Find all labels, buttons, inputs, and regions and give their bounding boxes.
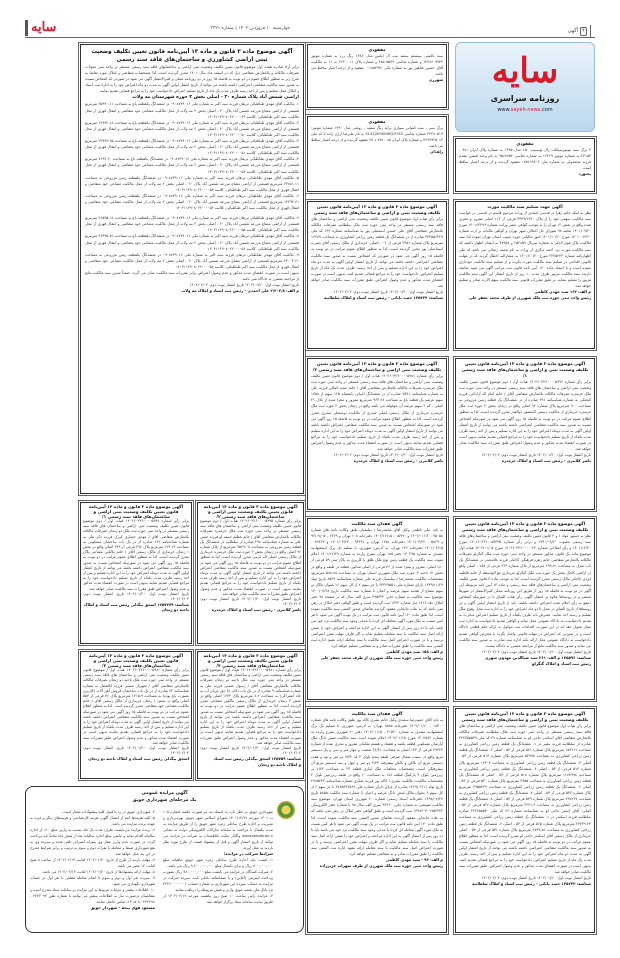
- auction-condition: ۱۰- اطلاعات بیشتر و جزئیات مربوط به این مزایده در سامانه ستاد مندرج است و متقاضیان درصورت نیاز به اطلاعات بیشتر می توانند با شماره تلفن ۴۴۴۲۰۹۲ - ۰۴۴۲۲۷۸ یا کد ۱۳، تماس حاصل نمایند.: [30, 888, 155, 904]
- ad-lost-motorcycle: [455, 138, 595, 192]
- logo-url: [456, 105, 594, 115]
- ad-signature: شناسه: ۱۴۵۵۹۶ م الف: ۲۶۱ سید ضیاالدین مهدوی شهری: [484, 654, 591, 660]
- ad-title: مفقودی: [368, 47, 386, 52]
- ad-footer: رئیس واحد ثبتی حوزه ثبت ملک شهرری از طرف سهراب عزیززاده: [319, 863, 443, 869]
- auction-condition: ۵- کلیه هزینه‌ها اعم از انتشار آگهی، هزینه کارشناسی و هزینه‌های دیگر و غیره به عهده برنده مزایده می باشد.: [30, 816, 155, 826]
- auction-condition: ۴- شهرداری حویق در رد یا قبول کلیه پیشنهادات مختار است.: [62, 810, 155, 814]
- logo-subtitle: روزنامه سراسری: [490, 94, 560, 103]
- logo-url-suffix: .com: [540, 107, 553, 113]
- ad-auction: [25, 786, 304, 933]
- ad-signature: شناسه: ۱۴۵۶۳۳ حمید بابائی - رئیس ثبت اسناد و املاک سلطانیه: [472, 881, 591, 887]
- ad-body: برابر رأی شماره ۱۴۰۲۶۰۳۲۶۰۰۰۰۵۹۹۵ هیات اول / دوم موضوع قانون تعیین تکلیف وضعیت ثبتی اراضی و ساختمان های فاقد سند رسمی مستقر در واحد ثبتی حوزه ثبت ملک خرمدره تصرفات مالکانه بلامعارض متقاضی آقای / خانم عظیم حنیفه لو فرزند حسن علی به شماره شناسنامه ۴۹۸ صادره از سلطانیه در ششدانگ یک قطعه زمین مزروعی به مساحت ۹۵۶۹.۰۸ مترمربع از پلاک شماره ۹۶ اصلی واقع در زنجان بخش ۲ حوزه ثبت ملک خرمدره خریداری از مالک رسمی اصلی اله کرمی محرز گردیده است. لذا به منظور اطلاع عموم مراتب در دو نوبت به فاصله ۱۵ روز آگهی می شود در صورتیکه اشخاص نسبت به صدور سند مالکیت متقاضی اعتراض داشته باشند می توانند از تاریخ انتشار اولین آگهی به مدت دوماه اعتراض خود را به این اداره تسلیم و پس از اخذ رسید ظرف مدت یکماه از تاریخ تسلیم دادخواست خود را به مراجع قضایی تقدیم نمایند بدیهی است در صورت انقضاء مدت مذکور و عدم وصول اعتراض طبق مقررات سند مالکیت صادر خواهد شد.: [200, 519, 301, 596]
- auction-left-column: [30, 809, 155, 911]
- ad-body: ۲ برگ سند موتورسیکلت زال توسبیپ ۱۵۰ مدل ۱۳۹۵ به شماره پلاک ایران ۹۸۱ - ۲۳۱۵۴ به شماره موتور ۱۲۳۶۹ به شماره شاسی ۹۵۶۷۷۵۴ به نام وحید فیضی مقدم فرزند محمدولی به شماره ملی ۰۷۵۱۱۹۸۰۳ مفقود گردیده و از درجه اعتبار ساقط است.: [459, 148, 591, 171]
- ad-item: ۸- مالکیت آقای مهدی طباطبائی تربقان فرزند سید اکبر به شماره ملی ۰۹۰۸۷۴۹۰۱۶ در ششدانگ یکقطعه باغ به مساحت ۲۶۴۹۵.۸۲ مترمربع قسمتی از اراضی مشاع مزرعه شمس آباد پلاک ۲۰ - اصلی بخش ۲ مه ولات از محل مالکیت مشاعی خود متقاضی و انتقال قهری از محل مالکیت سید اکبر طباطبائی. کلاسه ۱۴۰۳۱۱۴۹۰۸۰۲۲۰۰۰۰۵۶: [85, 234, 299, 251]
- ad-dates: تاریخ انتشار نوبت اول: ۱۴۰۲/۰۱/۲۰ تاریخ انتشار نوبت دوم: ۱۴۰۲/۰۲/۰۴: [83, 746, 189, 756]
- logo-wordmark: سایه: [491, 51, 559, 91]
- ad-title: آگهی فقدان سند مالکیت: [351, 711, 403, 716]
- ad-body: سند تاکسی سیستم سمند تیپ ال ایکس مدل ۱۳۸۶ رنگ زرد به شماره موتور ۱۲۴۸۶۰۹۹۴۴ و شماره شاسی ۳۸۵۰۵۵۴۳ و شماره پلاک ۱۱ - ۲۲۲ ت ۱۱ به مالکیت آقای حسین شاهین پور به شماره ملی ۰۰۱۸۵۳۹۲۱ مفقود و از درجه اعتبار ساقط می باشد.: [311, 54, 443, 77]
- ad-dates: تاریخ انتشار نوبت اول: ۱۴۰۲/۰۱/۲۰ تاریخ انتشار نوبت دوم: ۱۴۰۲/۰۲/۰۴: [83, 591, 189, 602]
- ad-body: برابر رأی شماره ۱۴۰۲۶۰۳۲۶۰۰۰۰۵۹۹۶ هیات اول / دوم موضوع قانون تعیین تکلیف وضعیت ثبتی اراضی و ساختمان های فاقد سند رسمی مستقر در واحد ثبتی حوزه ثبت ملک خرمدره تصرفات مالکانه بلامعارض متقاضی آقای / خانم امام اله آزادکنی فرزند گنجعلی به شماره شناسنامه ۴۹۱ صادره از در ششدانگ یک قطعه زمین مزروعی به مساحت ۹۰۰ مترمربع پلاک شماره ۹۶ اصلی واقع در زنجان بخش ۲ حوزه ثبت ملک خرمدره خریداری از مالکیت رسمی المنصور ذوالقدر محرز گردیده است. لذا به منظور اطلاع عموم مراتب در دو نوبت به فاصله ۱۵ روز آگهی می شود در صورتیکه اشخاص نسبت به صدور سند مالکیت متقاضی اعتراضی داشته باشند می توانند از تاریخ انتشار اولین آگهی به مدت دوماه اعتراض خود را به این اداره تسلیم و پس از اخذ رسید ظرف مدت یکماه از تاریخ تسلیم دادخواست خود را به مراجع قضایی تقدیم نمایند بدیهی است در صورت انقضاء مدت مذکور و عدم وصول اعتراض طبق مقررات سند مالکیت صادر خواهد شد.: [459, 380, 591, 452]
- ad-item: ۶- مالکیت آقای مهدی طباطبائی تربقان فرزند سید اکبر به شماره ملی ۰۹۰۸۷۴۹۰۱۶ در ششدانگ یکقطعه زمین مزروعی به مساحت ۱۲۲۹۴.۶۱ مترمربع قسمتی از اراضی مشاع مزرعه شمس آباد پلاک ۲۰ - اصلی بخش ۲ مه ولات از محل مالکیت مشاعی خود متقاضی و انتقال قهری از محل مالکیت سید اکبر طباطبائی. کلاسه ۱۴۰۳۱۱۴۹۰۸۰۲۲۰۰۰۰۵۴: [85, 193, 299, 211]
- ad-soltanieh-1: [307, 201, 447, 349]
- ad-dates: تاریخ انتشار نوبت اول: ۱۴۰۲/۰۱/۲۰ تاریخ انتشار نوبت دوم: ۱۴۰۲/۰۲/۰۴: [481, 649, 591, 654]
- ad-title: آگهی موضوع ماده ۳ قانون و ماده ۱۳ آیین‌نامه قانون تعیین تکلیف وضعیت ثبتی اراضی و ساختمان‌های فاقد سند رسمی ۲/: [312, 361, 442, 372]
- ad-signature: م الف: ۹۶ - سید مهدی کاظمی: [385, 857, 443, 863]
- ad-signature: م الف: ۱۶۲ سید مهدی کاظمی: [534, 289, 591, 295]
- auction-condition: ۲- شرکت کنندگان در مزایده می بایست مبلغ ۴۸۰,۰۰۰,۰۰۰ ریال بصورت پرداخت اینترنتی (آنلاین) و یا ضمانتنامه بانکی بابت سپرده شرکت در مزایده به حساب سپرده این شهرداری به شماره حساب ۴۲۴۶۰۰۰۰۰۰۰۱ نزد بانک ملی شعبه حویق واریز و فیش مربوطه را دریافت نمایند.: [163, 870, 273, 892]
- page-number: ۴: [580, 27, 587, 36]
- ad-body: برابر رأی شماره ۱۴۰۲۶۰۳۲۶۰۰۰۰۵۹۸۱ هیات اول / موضوع قانون تعیین تکلیف وضعیت ثبتی اراضی و ساختمان های فاقد سند رسمی مستقر در واحد ثبتی حوزه ثبت ملک ناحیه دو زنجان تصرفات مالکانه بلامعارض متقاضی آقای / رسول حسنی فرزند علی به شماره شناسنامه ۹ صادره از در یک باب دکان (با حق جریان آب به چاه اشتراکی) به مساحت ۸.۲ مترمربع پلاک ۱۶۴۳ اصلی واقع در بخش ۲ زنجان خریداری از مالک رسمی مالکین مشاعی محرز گردیده است. لذا به منظور اطلاع عموم مراتب در دو نوبت به فاصله ۱۵ روز آگهی می شود در صورتیکه اشخاص نسبت به صدور سند مالکیت متقاضی اعتراض داشته باشند می توانند از تاریخ انتشار اولین آگهی به مدت دوماه اعتراض خود را به این اداره تسلیم و پس از اخذ رسید ظرف مدت یکماه از تاریخ تسلیم دادخواست خود را به مراجع قضایی تقدیم نمایند بدیهی است در صورت انقضاء مدت مذکور و عدم وصول اعتراض طبق مقررات سند مالکیت صادر خواهد شد.: [200, 668, 302, 745]
- ad-lost-deed-2: [307, 708, 447, 933]
- auction-condition: ۷- مهلت بازدید از طرح از تاریخ ۱۴۰۲/۰۱/۲۰ لغایت ۱۴۰۲/۰۲/۱۳ از ساعت ۸ صبح لغایت ۱۲ عصر می باشد.: [30, 858, 156, 868]
- ad-dozanjan-3: [80, 651, 192, 779]
- logo-url-name: sayeh-news: [510, 107, 541, 113]
- ad-item: ۲- مالکیت آقای مهدی طباطبائی تربقان فرزند سید اکبر به شماره ملی ۰۹۰۸۷۴۹۰۱۶ در ششدانگ یکقطعه باغ به مساحت ۱۴۹۴۲.۱۸ مترمربع قسمتی از اراضی مشاع مزرعه شمس آباد پلاک ۲۰ - اصلی بخش ۲ مه ولات از محل مالکیت مشاعی خود متقاضی و انتقال قهری از محل مالکیت سید اکبر طباطبائی. کلاسه ۱۴۰۳۱۱۴۹۰۸۰۲۲۰۰۰۰۵۰: [85, 120, 299, 137]
- ad-signature: شناسه: ۱۴۵۷۴۷۹ اسحق بیگدلی رئیس ثبت اسناد و املاک ناحیه دو زنجان: [83, 602, 189, 613]
- ad-body: برابر رأی شماره ۱۴۰۲۶۰۳۲۶۰۰۰۰۵۹۸۰ هیات اول / موضوع قانون تعیین تکلیف وضعیت ثبتی اراضی و ساختمان های فاقد سند رسمی مستقر در واحد ثبتی حوزه ثبت ملک ناحیه دو زنجان تصرفات مالکانه بلامعارض متقاضی آقای / شهریار حسنی فرزند ابالفضل به شماره شناسنامه ۴۲ صادره از در یک باب ساختمان فروش آهن آلات (کاربری بصورت باغ بوده) به مساحت ۱۲۱۵.۹ مترمربع پلاک ۳۶ فرعی از ۵۵۳ اصلی واقع در بخش ۱ زنجان خریداری از مالک رسمی آقای / خانم مالکیت مشاعی خود متقاضی محرز گردیده است. لذا به منظور اطلاع عموم مراتب در دو نوبت به فاصله ۱۵ روز آگهی می شود در صورتیکه اشخاص نسبت به صدور سند مالکیت متقاضی اعتراض داشته باشند می توانند از تاریخ انتشار اولین آگهی به مدت دوماه اعتراض خود را به این اداره تسلیم و پس از اخذ رسید ظرف مدت یکماه از تاریخ تسلیم دادخواست خود را به مراجع قضایی تقدیم نمایند بدیهی است در صورت انقضاء مدت مذکور و عدم وصول اعتراض طبق مقررات سند مالکیت صادر خواهد شد.: [83, 668, 189, 745]
- ad-signature: شناسه: ۱۴۵۷۵۹ اسحق بیگدلی رئیس ثبت اسناد: [213, 756, 301, 762]
- ad-dates: تاریخ انتشار نوبت اول: ۱۴۰۲/۰۱/۲۰ تاریخ انتشار نوبت دوم: ۱۴۰۲/۰۲/۰۴: [481, 876, 591, 881]
- ad-dates: تاریخ انتشار نوبت اول: ۱۴۰۲/۰۱/۲۰ تاریخ انتشار نوبت دوم: ۱۴۰۲/۰۲/۰۴: [333, 453, 443, 458]
- ad-dates: تاریخ انتشار نوبت اول: ۱۴۰۲/۰۱/۲۰ تاریخ انتشار نوبت دوم: ۱۴۰۲/۰۲/۰۴: [481, 453, 591, 458]
- municipality-emblem-icon: [277, 801, 295, 819]
- ad-footer: رئیس واحد ثبتی حوزه ثبت ملک شهرری از طرف محمد جعفر علی: [320, 654, 443, 660]
- auction-condition: ۶- برنده مزایده می‌بایست ظرف مدت یک ماه نسبت به واریز مبلغ ۱۰٪ از اجاره سالیانه اقدام نماید و مابقی مبلغ اجاره سالیانه بعد از شش ماه تماماً باید پرداخت گردد. در صورت عدم واریز عمل وی بمنزله انصراف تلقی شده و سپرده وی به نفع شهرداری ضبط و معامله با نفرات دوم و سوم به ترتیب و برابر شرایط مندرج در این بند عمل خواهد شد.: [30, 828, 155, 856]
- ad-signature: ناصر کلانتری - رئیس ثبت اسناد و املاک خرمدره: [501, 458, 591, 464]
- ad-item: ۳- مالکیت آقای مهدی طباطبائی تربقان فرزند سید اکبر به شماره ملی ۰۹۰۸۷۴۹۰۱۶ در ششدانگ یکقطعه باغ به مساحت ۲۳۹۹۹.۶۵ مترمربع قسمتی از اراضی مشاع مزرعه شمس آباد پلاک ۲۰ - اصلی بخش ۲ مه ولات از محل مالکیت مشاعی خود متقاضی و انتقال قهری از محل مالکیت سید اکبر طباطبائی. کلاسه ۱۴۰۳۱۱۴۹۰۸۰۲۲۰۰۰۰۵۱: [85, 139, 299, 156]
- ad-item: ۹- مالکیت آقای مهدی طباطبائی تربقان فرزند سید اکبر به شماره ملی ۰۹۰۸۷۴۹۰۱۶ در ششدانگ یکقطعه زمین مزروعی به مساحت ۲۴۰۰۴.۶۱ مترمربع قسمتی از اراضی مشاع مزرعه شمس آباد پلاک ۲۰ - اصلی بخش ۲ مه ولات از محل مالکیت مشاعی خود متقاضی و انتقال قهری از محل مالکیت سید اکبر طباطبائی. کلاسه ۱۴۰۳۱۱۴۹۰۸۰۲۲۰۰۰۰۵۷: [85, 252, 299, 269]
- auction-condition: ۸- مهلت ارائه پیشنهادها از تاریخ ۱۴۰۲/۰۱/۲۰ لغایت ۱۴۰۲/۰۲/۱۴ می باشد.: [41, 870, 155, 874]
- issue-date: چهارشنبه ۱۰ فروردین ۱۴۰۲ | شماره ۳۳۲۱: [210, 26, 290, 31]
- ad-item: ۱- مالکیت آقای مهدی طباطبائی تربقان فرزند سید اکبر به شماره ملی ۰۹۰۸۷۴۹۰۱۶ در ششدانگ یکقطعه باغ به مساحت ۲۵۹۹۰.۱۱ مترمربع قسمتی از اراضی مشاع مزرعه شمس آباد پلاک ۲۰ - اصلی بخش ۲ مه ولات از محل مالکیت مشاعی خود متقاضی و انتقال قهری از محل مالکیت سید اکبر طباطبائی. کلاسه ۱۴۰۳۱۱۴۹۰۸۰۲۲۰۰۰۰۴۹: [85, 102, 299, 119]
- ad-title: مفقودی: [368, 119, 386, 124]
- ad-dates: تاریخ انتشار نوبت اول: ۱۴۰۲/۰۱/۲۰ تاریخ انتشار نوبت دوم: ۱۴۰۲/۰۲/۰۴: [200, 597, 301, 607]
- ad-body: نظر به دستور مواد ۱ و ۳ قانون تعیین تکلیف وضعیت ثبتی اراضی و ساختمان‌های فاقد سند رسمی مصوب ۱۳۹۰/۰۹/۲۰ و برابر رأی شماره ۱۴۰۱۶۰۳۲۶۰۰۵۹۳۳۵ مورخ ۱۴۰۱/۱۲/۲۰ و رأی اصلاحی شماره ۱۴۰۲۶۰۳۲۶۰۰۰۰۰۴۲ مورخ ۱۴۰۲/۰۱/۰۵ هیات اول موضوع ماده یک قانون مذکور مستقر در واحد ثبتی حوزه ثبت ملک گنگرلو تصرفات مالکانه بلامعارض متقاضی خانم زهره فرهنگی کاجکی فرزند غلامحیدر در ششدانگ یک باب منزل به مساحت ۲۹۹.۷۱ مترمربع از پلاک شماره ۲۴۲ فرعی از ۱۵۸ - اصلی واقع در اراضی کاجک بخش یک حوزه ثبت ملک گنگرلو خریداری مع الواسطه از خانم فاطمه ایزدی کاجکی مالک رسمی محرز گردیده است. لذا به موجب ماده ۳ قانون تعیین تکلیف وضعیت ثبتی اراضی و ساختمان‌های فاقد سند رسمی و ماده ۱۳ آیین نامه مربوطه این آگهی در دو نوبت به فاصله ۱۵ روز از طریق این روزنامه محلی کثیرالانتشار در شهرها منتشر و در روستاها علاوه بر انتشار آگهی، رأی هیات الصاق تا در صورتیکه اشخاص ذینفع به رأی اعلام شده اعتراض داشته باشند، باید از تاریخ انتشار اولین آگهی و در روستاها از تاریخ الصاق در محل تا دو ماه اعتراض خود را به اداره ثبت محل وقوع ملک تسلیم و رسید اخذ نمایند. معترض باید ظرف یکماه از تاریخ تسلیم اعتراض مبادرت به تقدیم دادخواست به دادگاه عمومی محل نماید و گواهی تقدیم دادخواست به اداره ثبت محل تحویل دهد که در این صورت، اقدامات ثبت موکول به ارائه حکم قطعی دادگاه است و در صورتی که اعتراض در مهلت قانونی واصل نگردد یا معترض گواهی تقدیم دادخواست به دادگاه عمومی محل ارائه نکند اداره ثبت مبادرت به صدور سند مالکیت می نماید و صدور سند مالکیت مانع از مراجعه متضرر به دادگاه نیست.: [459, 534, 592, 648]
- auction-condition: ۳- مزایده راس ساعت ۱۰ صبح روز یکشنبه مورخه ۱۴۰۲/۰۲/۱۷ از طریق سایت سامانه ستاد برگزار خواهد شد.: [163, 894, 273, 904]
- ad-body: برابر رأی شماره ۱۴۰۲۶۰۳۲۶۰۰۰۰۵۹۹۷ هیات اول / دوم موضوع قانون تعیین تکلیف وضعیت ثبتی اراضی و ساختمان های فاقد سند رسمی مستقر در واحد ثبتی حوزه ثبت ملک دو زنجان تصرفات مالکانه بلامعارض متقاضی آقای / مهدی حصاری کبرک فرزند ذکر علی به شماره شناسنامه ۱۶۲ صادره از در یک باب ساختمان مسکونی به مساحت ۱۲۹.۶۲ مترمربع پلاک ۲۹۶ فرعی از ۳۴۹ اصلی واقع در بخش ۱ زنجان خریداری از مالک رسمی آقای / خانم مالکین مشاعی پلاک محرز گردیده است. لذا به منظور اطلاع عموم مراتب در دو نوبت به فاصله ۱۵ روز آگهی می شود در صورتیکه اشخاص نسبت به صدور سند مالکیت متقاضی اعتراض داشته باشند می توانند از تاریخ انتشار اولین آگهی به مدت دوماه اعتراض خود را به این اداره تسلیم و پس از اخذ رسید ظرف مدت یکماه از تاریخ تسلیم دادخواست خود را به مراجع قضایی تقدیم نمایند بدیهی است در صورت انقضاء مدت مذکور و عدم وصول اعتراض طبق مقررات سند مالکیت صادر خواهد شد.: [83, 519, 189, 591]
- ad-item: ۴- مالکیت آقای مهدی طباطبائی تربقان فرزند سید اکبر به شماره ملی ۰۹۰۸۷۴۹۰۱۶ در ششدانگ یکقطعه باغ به مساحت ۷۱۹۴.۶۰ مترمربع قسمتی از اراضی مشاع مزرعه شمس آباد پلاک ۲۰ - اصلی بخش ۲ مه ولات از محل مالکیت مشاعی خود متقاضی و انتقال قهری از محل مالکیت سید اکبر طباطبائی. کلاسه ۱۴۰۳۱۱۴۹۰۸۰۲۲۰۰۰۰۵۲: [85, 157, 299, 174]
- ad-item: ۵- مالکیت آقای مهدی طباطبائی تربقان فرزند سید اکبر به شماره ملی ۰۹۰۸۷۴۹۰۱۶ در ششدانگ یکقطعه زمین مزروعی به مساحت ۲۳۸۸۱.۱۱ مترمربع قسمتی از اراضی مشاع مزرعه شمس آباد پلاک ۲۰ - اصلی بخش ۲ مه ولات از محل مالکیت مشاعی خود متقاضی و انتقال قهری از محل مالکیت سید اکبر طباطبائی. کلاسه ۱۴۰۳۱۱۴۹۰۸۰۲۲۰۰۰۰۵۳: [85, 175, 299, 192]
- ad-signature: ناصر کلانتری - رئیس ثبت اسناد و املاک خرمدره: [211, 607, 301, 613]
- ad-body: برابر رأی شماره ۱۴۰۲۶۰۳۲۶۰۰۰۰۵۹۸۱ هیات اول / دوم موضوع قانون تعیین تکلیف وضعیت ثبتی اراضی و ساختمان های فاقد سند رسمی مستقر در واحد ثبتی حوزه ثبت ملک خرمدره تصرفات مالکانه بلامعارض متقاضی آقای / خانم مجید کمالی فرزند علی به شماره شناسنامه ۲۵۴۱ صادره از در ششدانگ اعیانی بانضمام ۱۲۵ سهم از ۱۳۵۸ سهم عرصه یک قطعه باغ به مساحت ۹۶۳.۶۸ مترمربع مفروز و مجزا شده از پلاک ۴۱ اصلی - که ۲ سهم عرصه آن موقوفه می باشد واقع در زنجان بخش ۲ حوزه ثبت ملک خرمدره خریداری از مالک رسمی اصلی صدری از مالکیت دوستعلی صدری محرز گردیده است. لذا به منظور اطلاع عموم مراتب در دو نوبت به فاصله ۱۵ روز آگهی می شود در صورتیکه اشخاص نسبت به صدور سند مالکیت متقاضی اعتراض داشته باشند می توانند از تاریخ انتشار اولین آگهی به مدت دوماه اعتراض خود را به این اداره تسلیم و پس از اخذ رسید ظرف مدت یکماه از تاریخ تسلیم دادخواست خود را به مراجع قضایی تقدیم نمایند بدیهی است در صورت انقضاء مدت مذکور و عدم وصول اعتراض طبق مقررات سند مالکیت صادر خواهد شد.: [311, 374, 444, 452]
- auction-conditions-heading: شرایط شرکت در مزایده:: [223, 851, 273, 856]
- ad-lost-deed-1: [307, 518, 447, 700]
- ad-body: به نام: علی ناظمی وکیل آقای محمدرضا / سلیمیان طبق وکالت نامه های شماره ۹۵۰۵۸ - ۱۴۰۲/۰۱/۱۲ و ۱۵۹۹۰ - ۱۴۰۲/۱۲/۱۵ دفترخانه ۱۰۸ تهران و ۶۴۲۹ - ۹۲/۰۷/۰۵ و ۵۸۲۹ - ۱۴۰۱/۰۳/۲۲ دفترخانه ۱۲۵۱ تهران و ۹۴۲۳۱ - ۱۴۰۱/۰۳/۲۴ و ۸۹۴۲۳ - ۱۴۰۱/۰۳/۱۵ دفترخانه ۱۳۶ تهران، به آدرس: شهرری، با تسلیم یک برگ استشهادیه مصدق به شماره ۱۴۰۲۹۵ دفتر ۱۸۵ تهران بشرح وارده به شماره ۱۴۰۱/۱۲/۲۹ اعلام نموده سند مالکیت یک قطعه زمین نوع ملک طلق با کاربری به پلاک ثبتی ۵۹ فرعی از ۱۸۰ اصلی، مفروز و مجزا شده از ۳۶ فرعی از اصلی مذکور، قطعه در طبقه و واقع در بخش ۱۲ ناحیه ۳ حوزه ثبت ملک شهرری استان تهران به مساحت ۵۸۸.۸۸ مترمربع، مشخصات مالکیت محمدرضا / سلیمیان فرزند علی شماره شناسنامه ۸۵۴۹ تاریخ تولد ۱۳۴۹/۱۱/۲۹ دارای شماره ملی ۲۳۳۶۹۵۵۱ با جز سهم ۲ از کل سهم ۱۶ بعنوان مالک دو سهم مشاع از هجده سهم عرصه و اعیان با شماره سند مالکیت تاریخ ۱۴۰۰/۰۷/۲۸ موضوع سند مالکیت به شماره چاپی ۴۹۵۳۲۴ سری الف سال که در صفحه ۹۸ دفتر املاک جلد ۱۴۱۲ ذیل شماره ۱۳۴۴ ثبت گردیده است و طبق گواهی دفتر املاک در رهن نمی باشد که به علت جابجایی مفقود گردیده تقاضای صدور المثنی سند مالکیت نموده است. لذا طبق ماده ۱۲۰ آیین نامه قانون ثبت مراتب در یک نوبت آگهی می شود تا هر کس نسبت به ملک مورد آگهی معامله ای کرده یا مدعی وجود سند مالکیت نزد خود می باشد باید تا ده روز پس از انتشار آگهی به این اداره مراجعه و اعتراض خود را ضمن ارائه اصل سند مالکیت یا سند معامله تسلیم نماید و اگر ظرف مهلت مقرر اعتراضی نرسید و یا در صورت اعتراض اصل سند مالکیت یا سند معامله ارائه نشود اداره ثبت المثنی سند مالکیت را طبق مقررات صادر و به متقاضی تسلیم خواهد کرد.: [311, 528, 444, 648]
- ad-footer: رئیس ثبت اسناد و املاک گنگرلو: [531, 660, 591, 666]
- auction-intro: شهرداری حویق در نظر دارد به استناد بند دو صورت جلسه شماره ۱۰۵ ب ۱۴۰۱ مورخه ۱۴۰۱/۱۲/۲۸ شورای اسلامی شهر حویق، بهره‌برداری و مدیریت و اجاره طرح ساحلی زمرد شهر حویق را از طریق مزایده به مدت یکسال با مراجعه به سامانه تدارکات الکترونیکی دولت به نشانی www.setadiran.ir واگذار نماید. علاقمندان به شرکت در مزایده می توانند از تاریخ انتشار آگهی و قبل از پیشنهاد قیمت از طرح مورد نظر بازدید به عمل آورند.: [163, 810, 273, 850]
- ad-body: به نام: آقای حمیدرضا سعیدی وکیل خانم بشری کاکه پور طبق وکالت نامه های شماره ۱۸۳۰۰ - ۱۴۰۲/۰۱/۱۰ دفترخانه ۱۵۸۵ تهران، به آدرس: شهرری، با تسلیم یک برگ استشهادیه مصدق به شماره ۲۱۵۲۰ - ۱۴۰۲/۰۱/۱۵ دفتر ۲۰ شهرری بشرح وارده به شماره ۱۴۰۲۵۸۴ مورخ ۱۴۰۲/۰۱/۱۵ اعلام نموده است سند مالکیت شش دانگ ملک آپارتمان مسکونی قطعه یکصد و هشتاد و هشتم تفکیکی مفروز و مجزی شده از شماره ۲۷۲۴۳ فرعی از ۱۴۳ اصلی به مساحت ۶۴/۳۱ شصت و چهار متر و سی و یک دسیمتر مربع واقع در سمت شمال شرقی طبقه پنجم بلوک ۴ که ۷/۳۴ دو متر و نود و هفت دسیمتر مربع آن بالکن و بالکن پیشرفته ۲/۴۴ دو متر و چهل و سه دسیمتر مربع آن پیشرفتگی است. مشخصات متعلقات ملک انباری قطعه ۲۲ به مساحت ۱/۴۲ در زیرزمین بلوک ۴ پارکینگ قطعه ۱۸۸ به مساحت ۱۰ واقع در طبقه زیرزمین بلوک ۴ مشخصات مالکیت: مالکیت بشری / کاکه پور فرزند شکری شماره شناسنامه ۴۷۸۵۳۴۲ تاریخ تولد ۱۳۶۹/۰۲/۱۱ صادره از عراق دارای شماره ملی ۴۷۸۵۳۴۲۵۶۴ با جز سهم ۶ از کل سهم ۶ بعنوان مالک شش دانگ عرصه و اعیان با شماره سند مالکیت ۵۸۵۵ تاریخ ۱۳۹۸/۰۷/۲۴ دفترخانه اسناد رسمی شماره ۲۰ شهرری استان تهران، موضوع سند مالکیت تعویضی به شماره چاپی ۹۴۴۶۰ سری الف سال ۹۸ با شماره دفتر الکترونیکی ۱۳۹۸۲۰۳۰۱۹۵۲۳۳۲ ثبت گردیده است و طبق گواهی دفتر املاک در رهن نمی باشد که به علت جابجایی مفقود گردیده تقاضای صدور المثنی سند مالکیت نموده است. لذا طبق ماده ۱۲۰ آیین نامه قانون ثبت مراتب در یک نوبت آگهی می شود تا هر کس نسبت به ملک مورد آگهی معامله ای کرده یا مدعی وجود سند مالکیت نزد خود می باشد باید تا ده روز پس از انتشار آگهی به این اداره مراجعه و اعتراض خود را ضمن ارائه اصل سند مالکیت یا سند معامله تسلیم نماید و اگر ظرف مهلت مقرر اعتراضی نرسید و یا در صورت اعتراض اصل سند مالکیت یا سند معامله ارائه نشود اداره ثبت المثنی سند مالکیت را طبق مقررات صادر و به متقاضی تسلیم خواهد کرد.: [311, 718, 444, 857]
- ad-body: برگ سبز - سند کمپانی سواری پراید رنگ سفید - روغنی مدل ۱۳۹۰ شماره موتور: ۴۲۴۸۰۵۱۹ شماره شاسی S1422090089297S5 به نام علیرضا ارژن زاده با کد ملی ۳۶۷۹۹۲۵۰۱۳ و شماره پلاک ایران ۸۵ - ۷۹۸ د ۳۸ مفقود گردیده و از درجه اعتبار ساقط می باشد.: [311, 126, 444, 149]
- ad-title: آگهی موضوع ماده ۳ قانون و ماده ۱۳ آیین‌نامه قانون تعیین تکلیف وضعیت ثبتی و اراضی و ساختمان‌های فاقد سند رسمی: [461, 521, 589, 532]
- section-label: [568, 25, 591, 37]
- ad-title: آگهی موضوع ماده ۳ قانون و ماده ۱۳ آیین‌نامه قانون تعیین تکلیف وضعیت ثبتی اراضی و ساختمان‌های فاقد سند رسمی ۳/: [203, 653, 298, 668]
- ad-gangarlu: [455, 518, 595, 700]
- ad-closing: بدیهی است در صورت انقضای مدت مذکور و عدم وصول اعتراض برابر مقررات سند مالکیت صادر می گردد. ضمناً صدور سند مالکیت مانع از مراجعه متضرر به دادگاه نمی باشد.: [85, 271, 299, 282]
- ad-khorramdareh-2: [307, 358, 447, 510]
- ad-body: نظر به اینکه خانم زهرا در قدسی احمدی از وراث مرحوم قاسم در قدسی در خواست سند مالکیت سهمی خود را از پلاک ۳۳۳۹/۲۷۲۰ فرعی از ۱۱۳ اصلی مفروز و مجزی شده واقع در بخش ۱۲ تهران را به موجب گواهی حصر وراثت شماره ۱۴۰۱۶۳۳۷۹ مورخ ۱۴۰۱/۰۹/۲۰ شعبه ۹۸ شورای حل اختلاف شهر تهران و گواهی مالیات بر ارث شماره ۱۴۰۱۰۰۴۳۶۰ مورخ ۱۴۰۱/۱۰/۲۰ امور مالیاتی حوزه جنوب استان تهران نموده لذا سند مالکیت پلاک فوق الذکر به شماره سریال ۲۵۴۸۵۹ و ۴۷۹۵۸ به ایشان اظهار داشته که سند مالکیت مورث نزد احمد دیگری از وراث به نام محمد رضائی می باشد که طی اظهارنامه شماره ۲۳۴۵۴۴۳ مورخ ۱۴۰۱/۱۰/۲۰ به مشارالیه اخطار گردید که در مهلت قانونی اقدامی در تسلیم سند مالکیت مورث نکرده و از تسلیم سند مالکیت خودداری نموده است و با استناد ماده ۱۲۰ آیین نامه قانون ثبت مراتب آگهی می شود چنانچه دارنده سند مالکیت مزبور ظرف مدت ۱۰ روز از تاریخ انتشار این آگهی سند مالکیت مزبور را تسلیم ننماید، بر طبق مقررات قانونی سند مالکیت سهم الارث صادر و تسلیم خواهد شد.: [459, 211, 592, 289]
- auction-right-column: [163, 809, 273, 905]
- auction-subtitle: یک مرحله‌ای شهرداری حویق: [132, 798, 197, 803]
- ad-soltanieh-2: [455, 708, 595, 933]
- ad-signature: اسحق بیگدلی رئیس ثبت اسناد و املاک ناحیه دو زنجان: [88, 756, 189, 762]
- ad-title: آگهی موضوع ماده ۳ قانون و ماده ۱۳ آیین‌نامه قانون تعیین تکلیف وضعیت ثبتی اراضی کشاورزی و ساختمان‌های فاقد سند رسمی: [91, 49, 293, 63]
- ad-dozanjan-1: [80, 502, 192, 644]
- ad-signature: شناسه: ۱۴۵۴۳۳ حمید بابائی - رئیس ثبت اسناد و املاک سلطانیه: [324, 295, 443, 301]
- ad-title: مفقودی: [516, 141, 534, 146]
- ad-agricultural-main: [80, 44, 304, 494]
- ad-title: آگهی موضوع ماده ۳ قانون و ماده ۱۳ آیین‌نامه قانون تعیین تکلیف وضعیت ثبتی و اراضی و ساختمان‌های فاقد سند رسمی: [313, 204, 441, 215]
- ad-title: آگهی موضوع ماده ۳ قانون و ماده ۱۳ آیین‌نامه قانون تعیین تکلیف وضعیت ثبتی و اراضی و ساختمان‌های فاقد سند رسمی ۱/: [461, 361, 589, 378]
- ad-subheading: اراضی شمس آباد پلاک شماره ۲۰ - اصلی بخش ۲ حوزه شهرستان مه ولات: [132, 95, 299, 101]
- ad-title: آگهی موضوع ماده ۳ قانون و ماده ۱۳ آیین‌نامه قانون تعیین تکلیف وضعیت ثبتی اراضی و ساختمان‌های فاقد سند رسمی ۲/: [88, 653, 184, 668]
- auction-title: آگهی مزایده عمومی: [141, 791, 188, 796]
- ad-city: بجنورد: [578, 171, 591, 177]
- ad-dates: تاریخ انتشار نوبت اول: ۱۴۰۲/۰۱/۲۰ تاریخ انتشار نوبت دوم: ۱۴۰۲/۰۲/۰۴: [189, 283, 299, 288]
- auction-condition: ۹- سپرده نفر اول و دوم و سوم تا انجام معامله قطعی با نفر اول در حساب شهرداری نگهداری می شود.: [30, 876, 155, 886]
- ad-dates: تاریخ انتشار نوبت اول: ۱۴۰۲/۰۱/۲۰ تاریخ انتشار نوبت دوم: ۱۴۰۲/۰۲/۰۴: [333, 290, 443, 295]
- ad-title: آگهی موضوع ماده ۳ قانون و ماده ۱۳ آیین‌نامه قانون تعیین تکلیف وضعیت ثبتی و اراضی و ساختمان‌های فاقد سند رسمی: [461, 711, 589, 722]
- ad-khorramdareh-1: [455, 358, 595, 510]
- page-header: [25, 20, 595, 38]
- header-brand: سایه: [25, 20, 56, 36]
- ad-footer: و املاک ناحیه دو زنجان: [258, 761, 301, 767]
- newspaper-logo: [455, 42, 595, 132]
- ad-dates: تاریخ انتشار نوبت اول: ۱۴۰۲/۰۱/۲۰ تاریخ انتشار نوبت دوم: ۱۴۰۲/۰۲/۰۴: [200, 746, 301, 756]
- ad-city: زاهدان: [430, 149, 443, 155]
- ad-lost-car: [307, 116, 447, 192]
- ad-item: ۷- مالکیت آقای مهدی طباطبائی تربقان فرزند سید اکبر به شماره ملی ۰۹۰۸۷۴۹۰۱۶ در ششدانگ یکقطعه باغ به مساحت ۲۶۵۹۵.۱۸ مترمربع قسمتی از اراضی مشاع مزرعه شمس آباد پلاک ۲۰ - اصلی بخش ۲ مه ولات از محل مالکیت مشاعی خود متقاضی و انتقال قهری از محل مالکیت سید اکبر طباطبائی. کلاسه ۱۴۰۳۱۱۴۹۰۸۰۲۲۰۰۰۰۵۵: [85, 216, 299, 233]
- section-name: آگهی: [567, 28, 578, 34]
- logo-url-prefix: www.: [497, 107, 511, 113]
- ad-body: برابر رأی هیات اول موضوع قانون تعیین تکلیف وضعیت ثبتی اراضی و ساختمان های فاقد سند رسمی مستقر در واحد ثبتی حوزه ثبت ملک سلطانیه تصرفات مالکانه بلامعارض متقاضی آقای اسکندر حاجی لو به شناسنامه شماره ۳۹ کد ملی ۴۳۲۳۵۵۵۳۹ صادره از سلطانیه فرزند بشیر در ۱- ششدانگ یک قطعه زمین زراعی کشاورزی به مساحت ۱۵۳۱۶۱ مترمربع پلاک شماره ۵۲۱ فرعی از ۵۳ - اصلی ۲- ششدانگ یک قطعه زمین زراعی کشاورزی به مساحت ۵۴۹۹۸ مترمربع پلاک شماره ۵۱۳ فرعی از ۵۳ - اصلی ۳- ششدانگ یک قطعه زمین زراعی کشاورزی به مساحت ۱۳۳۰۴ مترمربع پلاک شماره ۵۱۳ فرعی از ۵۳ - اصلی ۴- ششدانگ یک قطعه زمین زراعی کشاورزی به مساحت ۱۱۷۷۹۹۸ مترمربع پلاک شماره ۵۱۸ فرعی از ۵۳ - اصلی ۵- ششدانگ یک قطعه زمین زراعی کشاورزی به مساحت ۲۹۵۵ مترمربع پلاک شماره ۵۲۰ فرعی از ۵۳ - اصلی ۶- ششدانگ یک قطعه زمین زراعی کشاورزی به مساحت ۲۹۵۵۳۲۹ مترمربع پلاک شماره ۵۳۲ فرعی از ۵۳ - اصلی ۷- ششدانگ یک قطعه زمین زراعی کشاورزی به مساحت ۲۹۸۲۶۷ مترمربع پلاک شماره ۵۲۹ فرعی از ۵۳ - اصلی ۸- ششدانگ یک قطعه زمین زراعی کشاورزی به مساحت ۲۲۲۱.۲ مترمربع پلاک شماره ۵۲۷ فرعی از ۵۳ - اصلی. آقای اسمر حاجی لو به شناسنامه شماره ۲۲ کد ملی ۴۳۲۳۵۵۵۳۰ صادره سلطانیه فرزند اسکندر در ۱- ششدانگ یک قطعه زمین زراعی کشاورزی به مساحت ۲۳۳۳۹.۴۳ مترمربع پلاک شماره ۵۶۵ فرعی از ۵۳ - اصلی ۲- ششدانگ یک قطعه زمین زراعی کشاورزی به مساحت ۲۷۳۹.۵۱ مترمربع پلاک شماره ۵۳۱ فرعی از ۵۳ - اصلی خریداری از مالک رسمی آقای اسکندر حاجی لو محرز گردیده است. لذا به منظور اطلاع عموم مراتب در دو نوبت به فاصله ۱۵ روز آگهی می شود در صورتیکه اشخاص نسبت به صدور سند مالکیت متقاضی اعتراضی داشته باشند می توانند از تاریخ انتشار اولین آگهی به مدت دو ماه اعتراض خود را به این اداره تسلیم و پس از اخذ رسید، ظرف مدت یک ماه از تاریخ تسلیم اعتراض، دادخواست خود را به مراجع قضائی تقدیم کنند. بدیهی است در صورت انقضای مدت مذکور و عدم وصول اعتراض، طبق مقررات سند مالکیت صادر خواهد شد.: [459, 724, 591, 875]
- newspaper-page: [25, 20, 595, 938]
- auction-signature: مسعود قوی پنجه - شهردار حویق: [90, 905, 155, 910]
- ad-signature: م الف: ۱۵۸ سید مهدی کاظمی: [386, 648, 443, 654]
- ad-signature: ناصر کلانتری - رئیس ثبت اسناد و املاک خرمدره: [353, 458, 443, 464]
- ad-lost-taxi: [307, 44, 447, 108]
- ad-title: آگهی موضوع ماده ۳ قانون و ماده ۱۳ آیین‌نامه قانون تعیین تکلیف وضعیت ثبتی اراضی و ساختمان‌های فاقد سند رسمی ۱/: [88, 504, 184, 519]
- ad-dozanjan-4: [197, 651, 304, 779]
- ad-title: آگهی فقدان سند مالکیت: [351, 521, 403, 526]
- ad-title: آگهی جهت تسلیم سند مالکیت مورث: [487, 204, 563, 209]
- ad-footer: رئیس واحد ثبتی حوزه ثبت ملک شهرری از طرف محمد جعفر علی: [468, 295, 591, 301]
- auction-condition: ۱- قیمت پایه اجاره طرح ساحلی زمرد شهر حویق ماهیانه مبلغ ۸۰۰,۰۰۰,۰۰۰ ریال و برای یکسال مبلغ ۹,۶۰۰,۰۰۰,۰۰۰ ریال می باشد.: [163, 858, 273, 868]
- ad-dozanjan-2: [197, 502, 304, 644]
- ad-title: آگهی موضوع ماده ۳ قانون و ماده ۱۳ آیین‌نامه قانون تعیین تکلیف وضعیت ثبتی اراضی و ساختمان‌های فاقد سند رسمی ۲/: [203, 504, 298, 519]
- ad-intro: برابر آراء صادره هیئت اول موضوع قانون تعیین تکلیف وضعیت ثبتی اراضی و ساختمانهای فاقد سند رسمی مستقر در واحد ثبتی معولات تصرفات مالکانه و بلامعارض متقاضی ذیل که در اسفند ماه سال ۱۴۰۱ محرز گردیده است. لذا مشخصات متقاضی و املاک مورد تقاضا به شرح زیر به منظور اطلاع عموم در دو نوبت به فاصله ۱۵ روز در دو روزنامه محلی و کثیرالانتشار آگهی می شود در صورتی که اشخاص نسبت به صدور سند مالکیت متقاضی اعتراضی داشته باشند می توانند از تاریخ انتشار اولین آگهی به مدت دو ماه اعتراض خود را به اداره ثبت اسناد و املاک محل تسلیم و پس از اخذ رسید ظرف مدت یک ماه از تاریخ تسلیم اعتراض دادخواست خود را به مراجع قضایی تقدیم نمایند.: [85, 65, 299, 94]
- ad-inheritance-deed: [455, 201, 595, 349]
- ad-body: برابر رأی هیات اول موضوع قانون تعیین تکلیف وضعیت ثبتی اراضی و ساختمان های فاقد سند رسمی مستقر در واحد ثبتی حوزه ثبت ملک سلطانیه تصرفات مالکانه بلامعارض متقاضی آقای علی حسین اسمعیلی پور به شناسنامه شماره ۱۲۳ کد ملی ۴۳۲۵۵۶۴۲۹ صادره از در ششدانگ یک قطعه زمین زراعی کشاورزی به مساحت ۱۶۲۸۹ مترمربع پلاک شماره ۲۹۵۱ فرعی از ۰۲ - اصلی، خریداری از مالک رسمی آقای نصرت اسماعیلی پور محرز گردیده است. لذا به منظور اطلاع عموم مراتب در دو نوبت به فاصله ۱۵ روز آگهی می شود در صورتی که اشخاص نسبت به صدور سند مالکیت متقاضی اعتراضی داشته باشند می توانند از تاریخ انتشار اولین آگهی به مدت دو ماه اعتراض خود را به این اداره تسلیم و پس از اخذ رسید، ظرف مدت یک ماه از تاریخ تسلیم اعتراض، دادخواست خود را به مراجع قضائی تقدیم کنند. بدیهی است در صورت انقضای مدت مذکور و عدم وصول اعتراض، طبق مقررات سند مالکیت صادر خواهد شد.: [311, 217, 444, 289]
- ad-city: شهرری: [428, 77, 443, 83]
- ad-signature: م الف: ۲/۴۰۴/۸ علی احمدی - رئیس ثبت اسناد و املاک مه ولات: [181, 288, 299, 294]
